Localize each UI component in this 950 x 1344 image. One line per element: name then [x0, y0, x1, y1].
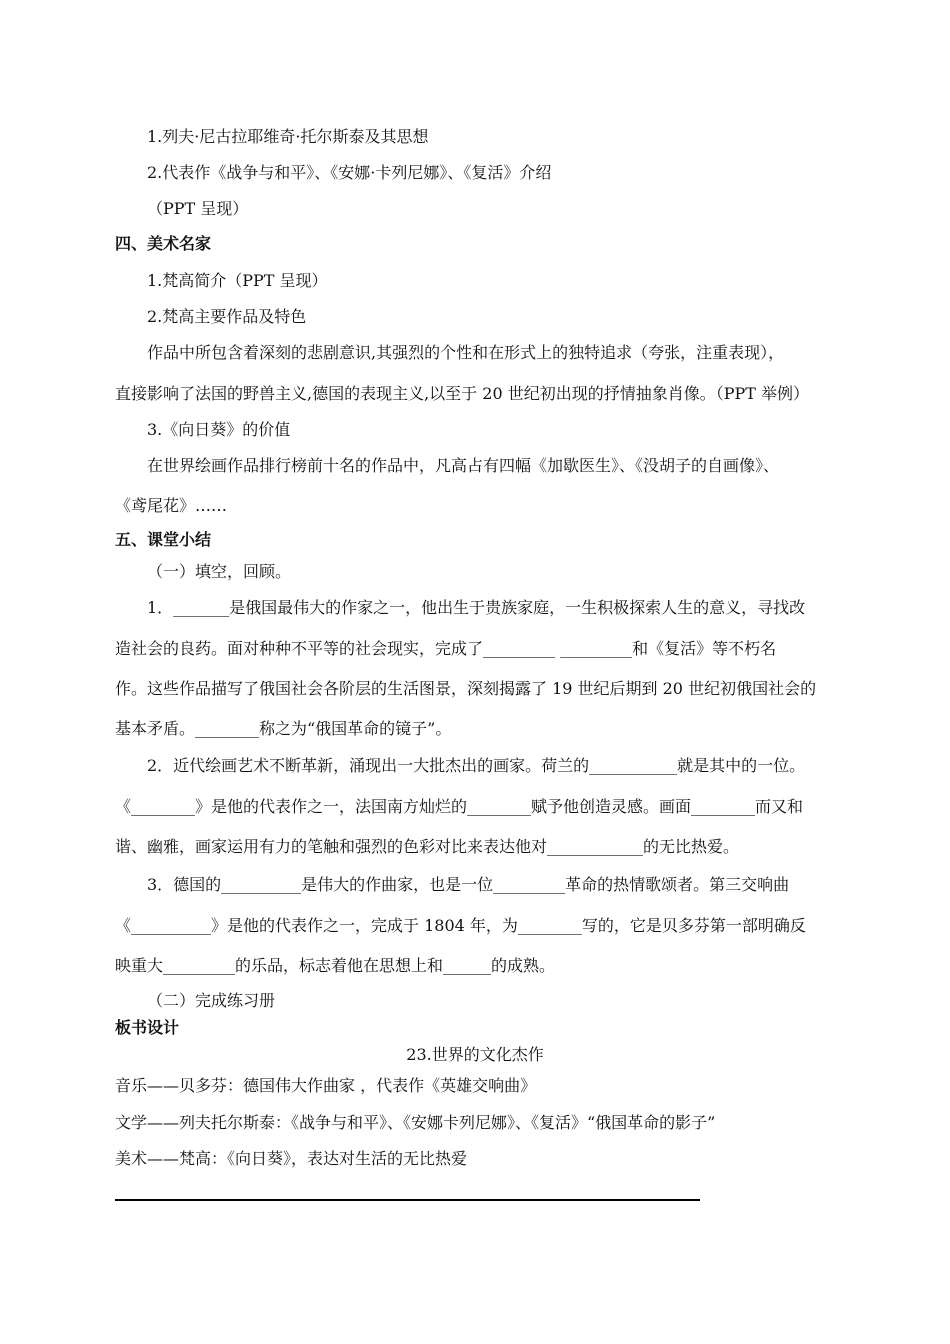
- board-title: 23.世界的文化杰作: [406, 1045, 544, 1064]
- footer-divider: [115, 1199, 700, 1201]
- tolstoy-works-item: 2.代表作《战争与和平》、《安娜·卡列尼娜》、《复活》介绍: [147, 163, 552, 182]
- van-gogh-works-item: 2.梵高主要作品及特色: [147, 307, 307, 326]
- question-2-line: 2．近代绘画艺术不断革新，涌现出一大批杰出的画家。荷兰的___________就是其中的一位。: [147, 756, 806, 775]
- van-gogh-paragraph-line: 直接影响了法国的野兽主义,德国的表现主义,以至于 20 世纪初出现的抒情抽象肖像。（PPT 举例）: [115, 384, 809, 403]
- sunflowers-value-line: 在世界绘画作品排行榜前十名的作品中，凡高占有四幅《加歇医生》、《没胡子的自画像》、: [147, 456, 780, 475]
- question-1-line: 1．_______是俄国最伟大的作家之一，他出生于贵族家庭，一生积极探索人生的意义，寻找改: [147, 598, 806, 617]
- question-1-line: 作。这些作品描写了俄国社会各阶层的生活图景，深刻揭露了 19 世纪后期到 20 世纪初俄国社会的: [115, 679, 817, 698]
- fill-blank-subheading: （一）填空，回顾。: [147, 562, 292, 581]
- sunflowers-value-item: 3.《向日葵》的价值: [147, 420, 291, 439]
- question-3-line: 《__________》是他的代表作之一，完成于 1804 年，为________写的，它是贝多芬第一部明确反: [115, 916, 806, 935]
- board-art-line: 美术——梵高：《向日葵》，表达对生活的无比热爱: [115, 1149, 468, 1168]
- tolstoy-thought-item: 1.列夫·尼古拉耶维奇·托尔斯泰及其思想: [147, 127, 429, 146]
- board-music-line: 音乐——贝多芬：德国伟大作曲家 ，代表作《英雄交响曲》: [115, 1076, 537, 1095]
- van-gogh-paragraph-line: 作品中所包含着深刻的悲剧意识,其强烈的个性和在形式上的独特追求（夸张，注重表现），: [147, 343, 785, 362]
- question-3-line: 映重大_________的乐品，标志着他在思想上和______的成熟。: [115, 956, 556, 975]
- question-1-line: 基本矛盾。________称之为“俄国革命的镜子”。: [115, 719, 452, 738]
- section-heading-art: 四、美术名家: [115, 234, 212, 253]
- question-2-line: 谐、幽雅，画家运用有力的笔触和强烈的色彩对比来表达他对____________的无比热爱。: [115, 837, 740, 856]
- board-design-heading: 板书设计: [115, 1018, 180, 1037]
- exercise-subheading: （二）完成练习册: [147, 991, 276, 1010]
- board-literature-line: 文学——列夫托尔斯泰：《战争与和平》、《安娜卡列尼娜》、《复活》“俄国革命的影子”: [115, 1113, 716, 1132]
- sunflowers-value-line: 《鸢尾花》……: [115, 496, 228, 515]
- van-gogh-intro-item: 1.梵高简介（PPT 呈现）: [147, 271, 328, 290]
- section-heading-summary: 五、课堂小结: [115, 530, 212, 549]
- question-3-line: 3．德国的__________是伟大的作曲家，也是一位_________革命的热情歌颂者。第三交响曲: [147, 875, 790, 894]
- ppt-note: （PPT 呈现）: [147, 199, 249, 218]
- question-2-line: 《________》是他的代表作之一，法国南方灿烂的________赋予他创造灵感。画面________而又和: [115, 797, 804, 816]
- question-1-line: 造社会的良药。面对种种不平等的社会现实，完成了_________ _________和《复活》等不朽名: [115, 639, 777, 658]
